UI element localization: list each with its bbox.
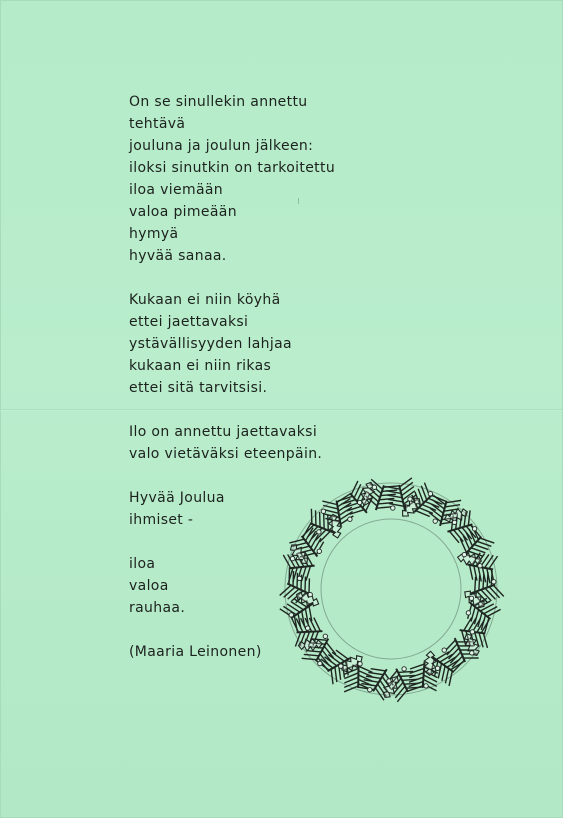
holly-wreath-icon [268,470,514,708]
poem-line: iloksi sinutkin on tarkoitettu [129,160,336,176]
poem-line: iloa viemään [129,182,224,198]
poem-line: Kukaan ei niin köyhä [129,292,281,308]
poem-line: ettei jaettavaksi [129,314,249,330]
stanza-3 [129,421,335,465]
poem-line: jouluna ja joulun jälkeen: [129,138,314,154]
poem-line: kukaan ei niin rikas [129,358,272,374]
stanza-2 [129,289,335,399]
poem-line: hyvää sanaa. [129,248,227,264]
poem-line: ettei sitä tarvitsisi. [129,380,268,396]
stanza-gap [129,399,335,421]
poem-line: On se sinullekin annettu [129,94,308,110]
poem-line: rauhaa. [129,600,186,616]
poem-line: ihmiset - [129,512,194,528]
poem-line: hymyä [129,226,179,242]
poem-line: iloa [129,556,156,572]
poem-line: valoa [129,578,169,594]
stanza-gap [129,267,335,289]
poem-line: valoa pimeään [129,204,237,220]
poem-line: Hyvää Joulua [129,490,225,506]
poem-line: valo vietäväksi eteenpäin. [129,446,323,462]
stanza-1 [129,91,335,267]
poem-line: Ilo on annettu jaettavaksi [129,424,318,440]
poem-line: ystävällisyyden lahjaa [129,336,292,352]
poem-author: (Maaria Leinonen) [129,644,262,660]
poem-line: tehtävä [129,116,186,132]
